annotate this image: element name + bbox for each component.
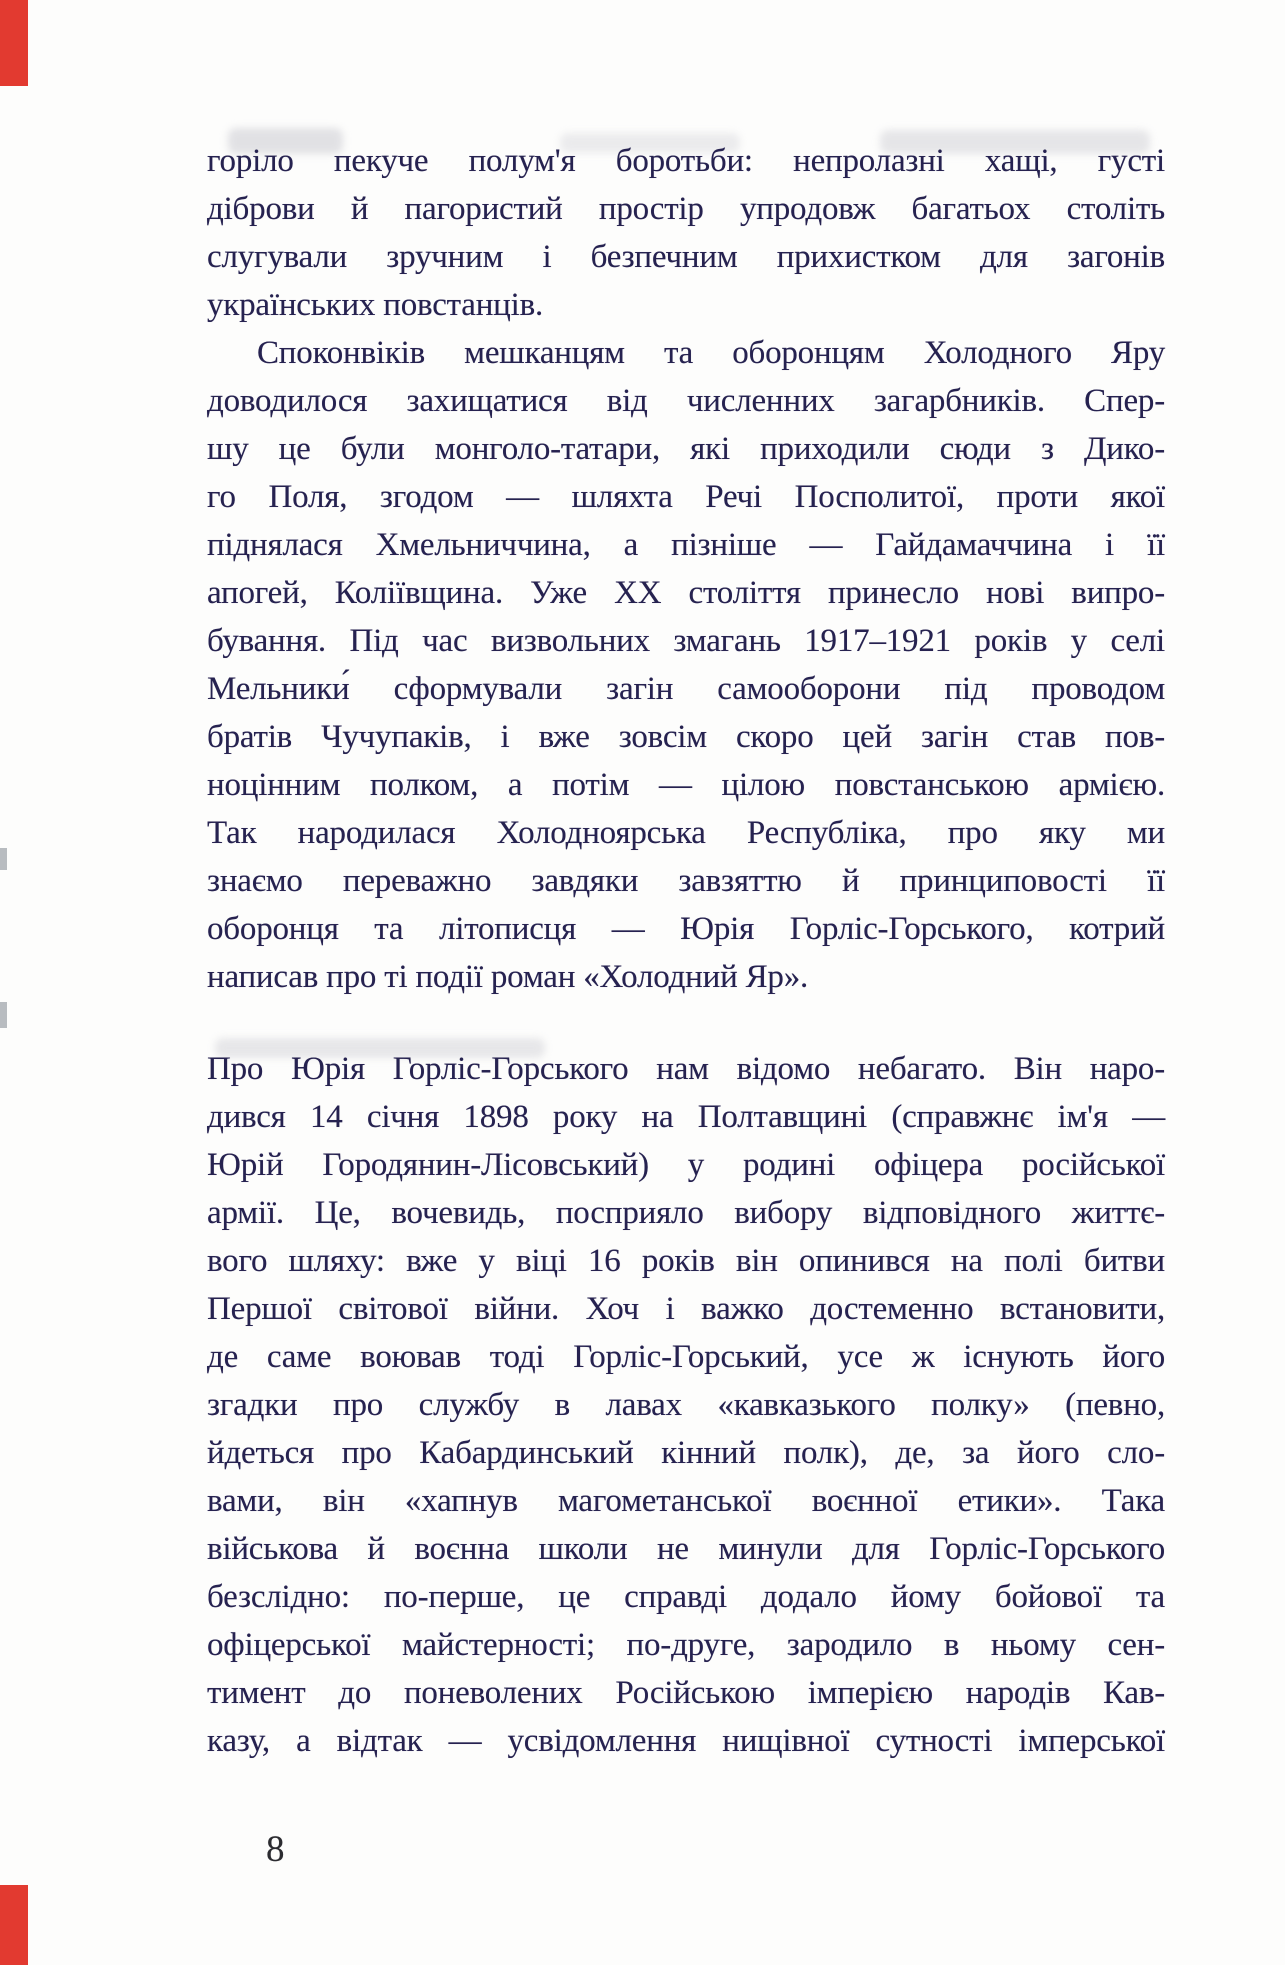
text-line: Мельники́ сформували загін самооборони під проводом — [207, 671, 1165, 707]
text-line: слугували зручним і безпечним прихистком для загонів — [207, 239, 1165, 275]
text-line: вого шляху: вже у віці 16 років він опинився на полі битви — [207, 1243, 1165, 1279]
text-line: шу це були монголо-татари, які приходили сюди з Дико- — [207, 431, 1165, 467]
text-line: офіцерської майстерності; по-друге, зародило в ньому сен- — [207, 1627, 1165, 1663]
text-line: українських повстанців. — [207, 287, 544, 323]
text-line: йдеться про Кабардинський кінний полк), де, за його сло- — [207, 1435, 1165, 1471]
text-line: де саме воював тоді Горліс-Горський, усе ж існують його — [207, 1339, 1165, 1375]
text-line: Юрій Городянин-Лісовський) у родині офіцера російської — [207, 1147, 1165, 1183]
page-number: 8 — [266, 1829, 285, 1870]
paragraph — [207, 137, 1165, 329]
text-line: оборонця та літописця — Юрія Горліс-Горського, котрий — [207, 911, 1165, 947]
text-line: Споконвіків мешканцям та оборонцям Холодного Яру — [257, 335, 1165, 371]
text-line: го Поля, згодом — шляхта Речі Посполитої, проти якої — [207, 479, 1165, 515]
text-line: апогей, Коліївщина. Уже XX століття принесло нові випро- — [207, 575, 1165, 611]
text-line: піднялася Хмельниччина, а пізніше — Гайдамаччина і її — [207, 527, 1165, 563]
text-line: казу, а відтак — усвідомлення нищівної сутності імперської — [207, 1723, 1165, 1759]
text-line: тимент до поневолених Російською імперією народів Кав- — [207, 1675, 1165, 1711]
text-line: Про Юрія Горліс-Горського нам відомо небагато. Він наро- — [207, 1051, 1165, 1087]
text-line: Так народилася Холодноярська Республіка, про яку ми — [207, 815, 1165, 851]
text-line: Першої світової війни. Хоч і важко достеменно встановити, — [207, 1291, 1165, 1327]
paragraph — [207, 329, 1165, 1001]
text-line: згадки про службу в лавах «кавказького полку» (певно, — [207, 1387, 1165, 1423]
red-edge-mark-bottom — [0, 1885, 28, 1965]
scanner-edge-mark — [0, 1002, 7, 1028]
text-line: доводилося захищатися від численних загарбників. Спер- — [207, 383, 1165, 419]
paragraph — [207, 1045, 1165, 1765]
text-line: дився 14 січня 1898 року на Полтавщині (справжнє ім'я — — [207, 1099, 1165, 1135]
text-line: знаємо переважно завдяки завзяттю й принциповості її — [207, 863, 1165, 899]
text-line: горіло пекуче полум'я боротьби: непролазні хащі, густі — [207, 143, 1165, 179]
text-line: вами, він «хапнув магометанської воєнної етики». Така — [207, 1483, 1165, 1519]
text-line: ноцінним полком, а потім — цілою повстанською армією. — [207, 767, 1165, 803]
text-line: діброви й пагористий простір упродовж багатьох століть — [207, 191, 1165, 227]
text-line: армії. Це, вочевидь, посприяло вибору відповідного життє- — [207, 1195, 1165, 1231]
red-edge-mark-top — [0, 0, 28, 86]
text-line: бування. Під час визвольних змагань 1917–1921 років у селі — [207, 623, 1165, 659]
scanner-edge-mark — [0, 848, 7, 870]
text-line: написав про ті події роман «Холодний Яр». — [207, 959, 809, 995]
text-line: братів Чучупаків, і вже зовсім скоро цей загін став пов- — [207, 719, 1165, 755]
page-text — [207, 137, 1165, 1765]
text-line: безслідно: по-перше, це справді додало йому бойової та — [207, 1579, 1165, 1615]
text-line: військова й воєнна школи не минули для Горліс-Горського — [207, 1531, 1165, 1567]
